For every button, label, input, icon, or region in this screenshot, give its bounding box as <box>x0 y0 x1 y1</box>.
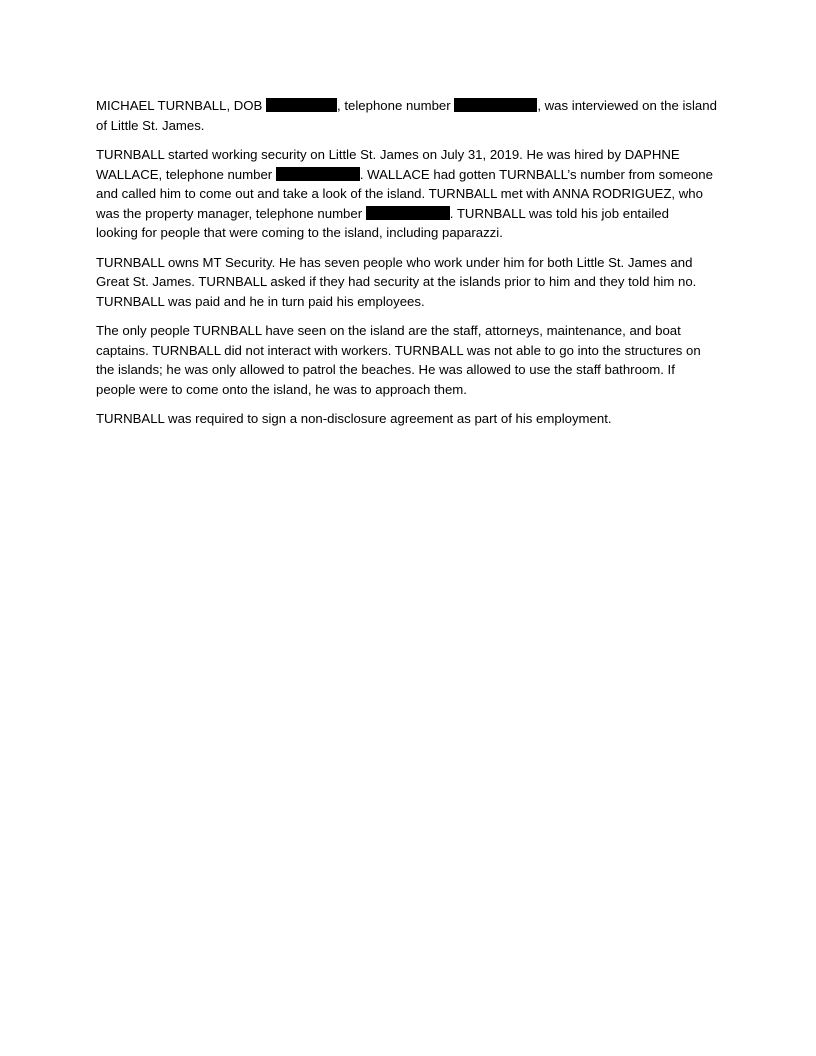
redaction-telephone <box>366 206 450 220</box>
text-line: The only people TURNBALL have seen on the island are the staff, attorneys, maintenance, and boat <box>96 323 681 338</box>
redaction-telephone <box>276 167 360 181</box>
paragraph-employment <box>96 145 722 243</box>
text-line: Great St. James. TURNBALL asked if they had security at the islands prior to him and they told him no. <box>96 274 697 289</box>
text-line: . WALLACE had gotten TURNBALL’s number from someone <box>359 166 713 182</box>
redaction-telephone <box>454 98 537 112</box>
paragraph-company <box>96 253 722 312</box>
text-line: TURNBALL started working security on Little St. James on July 31, 2019. He was hired by DAPHNE <box>96 147 680 162</box>
text-line: . TURNBALL was told his job entailed <box>449 205 669 221</box>
text-line: and called him to come out and take a look of the island. TURNBALL met with ANNA RODRIGUEZ, who <box>96 186 703 201</box>
text-line: captains. TURNBALL did not interact with workers. TURNBALL was not able to go into the structures on <box>96 342 701 358</box>
text-line: TURNBALL was paid and he in turn paid his employees. <box>96 293 425 309</box>
paragraph-nda <box>96 409 722 429</box>
redaction-dob <box>266 98 337 112</box>
text-line: MICHAEL TURNBALL, DOB <box>96 98 267 113</box>
interview-text <box>96 96 722 439</box>
text-line: people were to come onto the island, he was to approach them. <box>96 381 467 397</box>
text-line: , telephone number <box>337 98 455 113</box>
text-line: TURNBALL was required to sign a non-disclosure agreement as part of his employment. <box>96 411 612 426</box>
text-line: the islands; he was only allowed to patrol the beaches. He was allowed to use the staff bathroom. If <box>96 362 675 377</box>
paragraph-observations <box>96 321 722 399</box>
text-line: of Little St. James. <box>96 117 205 133</box>
text-line: TURNBALL owns MT Security. He has seven people who work under him for both Little St. James and <box>96 254 693 270</box>
text-line: looking for people that were coming to the island, including paparazzi. <box>96 225 503 240</box>
text-line: WALLACE, telephone number <box>96 166 276 182</box>
text-line: , was interviewed on the island <box>537 98 717 113</box>
text-line: was the property manager, telephone number <box>96 205 366 221</box>
paragraph-interviewee <box>96 96 722 135</box>
